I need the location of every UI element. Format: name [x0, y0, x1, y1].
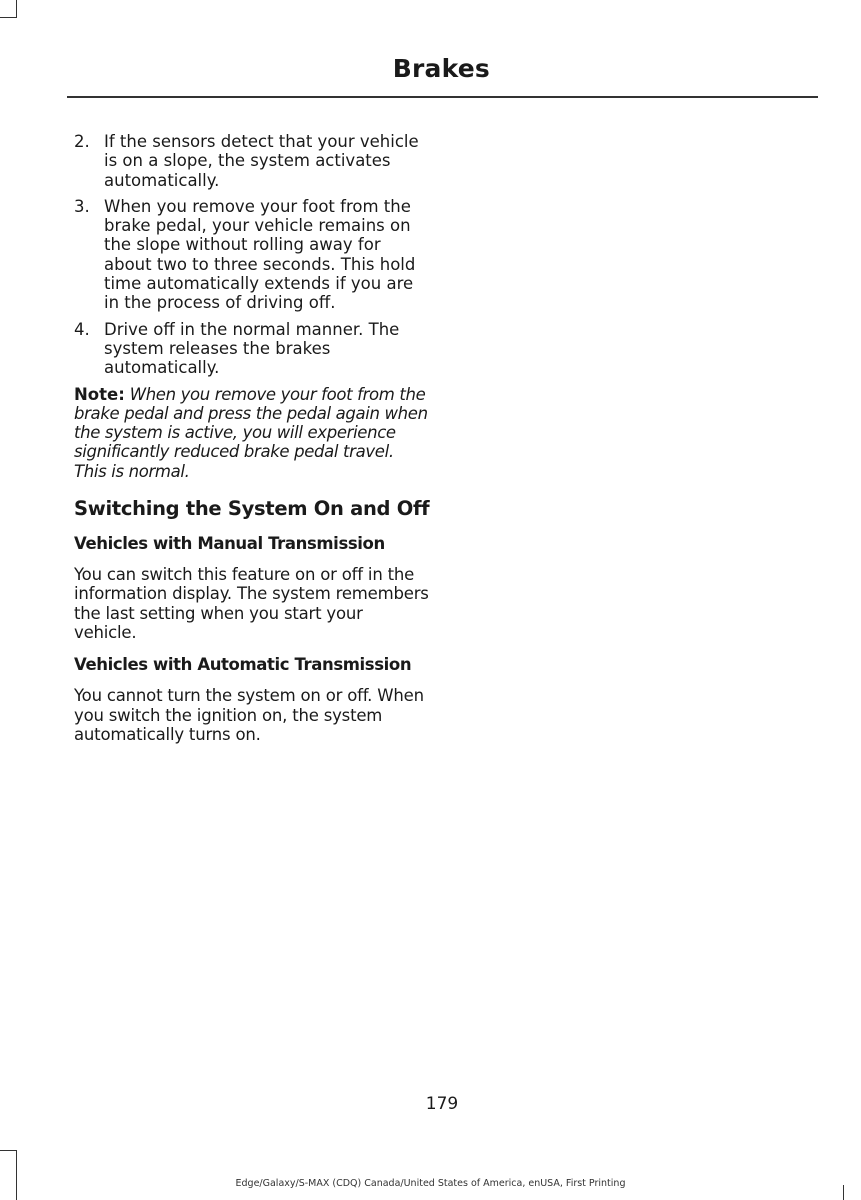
automatic-transmission-heading: Vehicles with Automatic Transmission	[74, 655, 412, 675]
step-number: 4.	[74, 319, 90, 339]
header-divider	[67, 96, 818, 98]
page-title: Brakes	[392, 54, 490, 83]
manual-transmission-heading: Vehicles with Manual Transmission	[74, 534, 385, 554]
step-text: If the sensors detect that your vehicle is on a slope, the system activates automatically.	[104, 132, 419, 190]
crop-mark-bottom-left-horizontal	[0, 1150, 17, 1151]
step-text: Drive off in the normal manner. The system releases the brakes automatically.	[104, 319, 400, 378]
list-item	[74, 320, 430, 378]
crop-mark-top-left-vertical	[16, 0, 17, 18]
list-item	[74, 197, 430, 313]
crop-mark-top-left-horizontal	[0, 17, 17, 18]
main-column	[74, 132, 430, 744]
crop-mark-bottom-left-vertical	[16, 1150, 17, 1200]
manual-transmission-text: You can switch this feature on or off in the information display. The system remembers the last setting when you start your vehicle.	[74, 565, 429, 642]
note-text: When you remove your foot from the brake pedal and press the pedal again when the system is active, you will experience significantly reduced brake pedal travel. This is normal.	[74, 384, 428, 481]
step-number: 3.	[74, 196, 90, 216]
note-label: Note:	[74, 384, 125, 404]
section-heading: Switching the System On and Off	[74, 497, 430, 521]
step-text: When you remove your foot from the brake pedal, your vehicle remains on the slope without rolling away for about two to three seconds. This hold time automatically extends if you are in the process of driving off.	[104, 196, 416, 313]
footer-text: Edge/Galaxy/S-MAX (CDQ) Canada/United States of America, enUSA, First Printing	[235, 1178, 626, 1189]
list-item	[74, 132, 430, 190]
page-number: 179	[425, 1094, 459, 1114]
note-block	[74, 385, 430, 481]
step-number: 2.	[74, 132, 90, 151]
automatic-transmission-text: You cannot turn the system on or off. When you switch the ignition on, the system automatically turns on.	[74, 686, 424, 744]
